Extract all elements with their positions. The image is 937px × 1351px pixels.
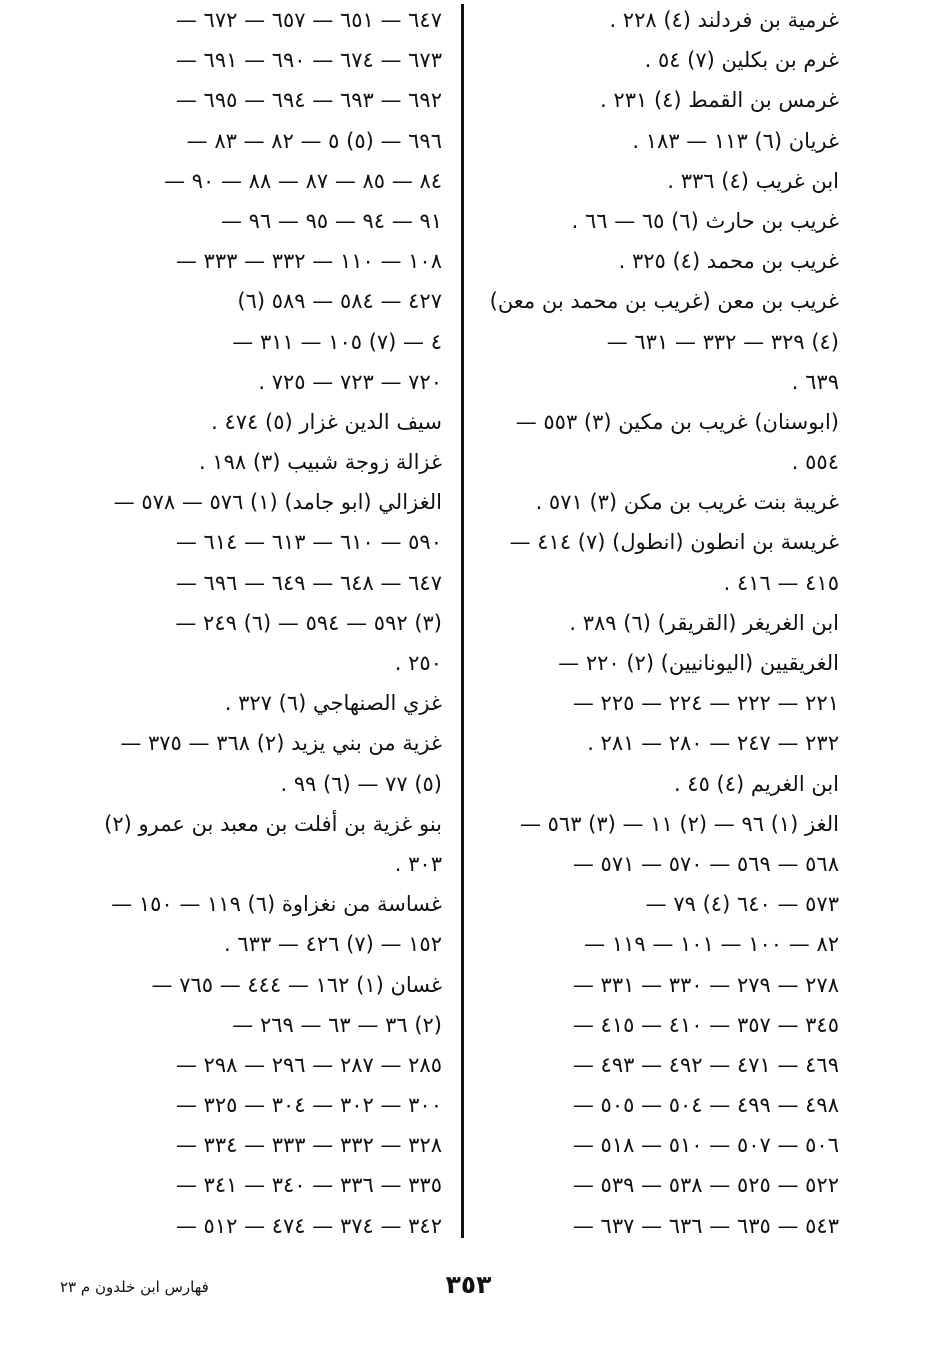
index-entry-line: غريب بن معن (غريب بن محمد بن معن) xyxy=(489,289,839,314)
column-divider xyxy=(461,4,464,1238)
index-entry-line: ٥٤٣ — ٦٣٥ — ٦٣٦ — ٦٣٧ — xyxy=(572,1213,839,1238)
index-entry-line: ٣٠٠ — ٣٠٢ — ٣٠٤ — ٣٢٥ — xyxy=(175,1093,442,1118)
index-entry-line: ٥٥٤ . xyxy=(791,450,839,475)
index-entry-line: ٥٧٣ — ٦٤٠ (٤) ٧٩ — xyxy=(645,892,839,917)
index-entry-line: ٤٢٧ — ٥٨٤ — ٥٨٩ (٦) xyxy=(237,289,442,314)
index-entry-line: غزي الصنهاجي (٦) ٣٢٧ . xyxy=(224,691,442,716)
footer-note: فهارس ابن خلدون م ٢٣ xyxy=(60,1278,209,1296)
index-entry-line: غرمية بن فردلند (٤) ٢٢٨ . xyxy=(609,8,839,32)
index-entry-line: ٥٦٨ — ٥٦٩ — ٥٧٠ — ٥٧١ — xyxy=(572,851,839,876)
index-entry-line: (٤) ٣٢٩ — ٣٣٢ — ٦٣١ — xyxy=(606,329,839,354)
index-entry-line: غزالة زوجة شبيب (٣) ١٩٨ . xyxy=(198,450,442,475)
index-entry-line: ٤٩٨ — ٤٩٩ — ٥٠٤ — ٥٠٥ — xyxy=(572,1093,839,1118)
index-entry-line: ٤٦٩ — ٤٧١ — ٤٩٢ — ٤٩٣ — xyxy=(572,1052,839,1077)
index-entry-line: ابن غريب (٤) ٣٣٦ . xyxy=(667,168,839,193)
index-column-left xyxy=(82,0,442,1246)
index-entry-line: (٥) ٧٧ — (٦) ٩٩ . xyxy=(280,771,442,796)
index-entry-line: ٦٤٧ — ٦٥١ — ٦٥٧ — ٦٧٢ — xyxy=(175,8,442,32)
index-entry-line: ٨٢ — ١٠٠ — ١٠١ — ١١٩ — xyxy=(584,932,839,957)
index-entry-line: ١٥٢ — (٧) ٤٢٦ — ٦٣٣ . xyxy=(224,932,442,957)
index-entry-line: ابن الغريغر (القريقر) (٦) ٣٨٩ . xyxy=(569,610,839,635)
index-entry-line: غرمس بن القمط (٤) ٢٣١ . xyxy=(600,88,839,113)
index-entry-line: ٣٣٥ — ٣٣٦ — ٣٤٠ — ٣٤١ — xyxy=(175,1173,442,1198)
index-entry-line: الغريقيين (اليونانيين) (٢) ٢٢٠ — xyxy=(558,651,839,675)
index-entry-line: ٦٧٣ — ٦٧٤ — ٦٩٠ — ٦٩١ — xyxy=(175,48,442,73)
index-entry-line: غريان (٦) ١١٣ — ١٨٣ . xyxy=(632,128,839,153)
index-entry-line: ٣٠٣ . xyxy=(394,851,442,876)
index-entry-line: ٦٩٢ — ٦٩٣ — ٦٩٤ — ٦٩٥ — xyxy=(175,88,442,113)
index-entry-line: سيف الدين غزار (٥) ٤٧٤ . xyxy=(211,409,442,434)
index-entry-line: غريسة بن انطون (انطول) (٧) ٤١٤ — xyxy=(509,530,839,555)
index-entry-line: ٢٨٥ — ٢٨٧ — ٢٩٦ — ٢٩٨ — xyxy=(175,1052,442,1077)
index-entry-line: ٧٢٠ — ٧٢٣ — ٧٢٥ . xyxy=(258,369,442,394)
index-entry-line: ٨٤ — ٨٥ — ٨٧ — ٨٨ — ٩٠ — xyxy=(164,168,442,193)
index-entry-line: غسان (١) ١٦٢ — ٤٤٤ — ٧٦٥ — xyxy=(151,972,442,997)
index-entry-line: ابن الغريم (٤) ٤٥ . xyxy=(673,771,839,796)
index-entry-line: الغز (١) ٩٦ — (٢) ١١ — (٣) ٥٦٣ — xyxy=(519,811,839,836)
index-entry-line: غساسة من نغزاوة (٦) ١١٩ — ١٥٠ — xyxy=(111,892,442,917)
index-entry-line: ٥٠٦ — ٥٠٧ — ٥١٠ — ٥١٨ — xyxy=(572,1133,839,1158)
index-entry-line: ٢٣٢ — ٢٤٧ — ٢٨٠ — ٢٨١ . xyxy=(587,731,839,756)
index-entry-line: (ابوسنان) غريب بن مكين (٣) ٥٥٣ — xyxy=(515,409,839,434)
index-entry-line: (٢) ٣٦ — ٦٣ — ٢٦٩ — xyxy=(232,1012,442,1037)
index-entry-line: غزية من بني يزيد (٢) ٣٦٨ — ٣٧٥ — xyxy=(120,731,442,756)
index-entry-line: ٢٥٠ . xyxy=(394,651,442,675)
index-entry-line: (٣) ٥٩٢ — ٥٩٤ — (٦) ٢٤٩ — xyxy=(175,610,442,635)
index-entry-line: ٦٩٦ — (٥) ٥ — ٨٢ — ٨٣ — xyxy=(186,128,442,153)
index-entry-line: ٤١٥ — ٤١٦ . xyxy=(723,570,839,595)
index-entry-line: ٢٧٨ — ٢٧٩ — ٣٣٠ — ٣٣١ — xyxy=(572,972,839,997)
index-entry-line: غرم بن بكلين (٧) ٥٤ . xyxy=(644,48,839,73)
index-entry-line: ٩١ — ٩٤ — ٩٥ — ٩٦ — xyxy=(220,208,442,233)
index-entry-line: غريب بن محمد (٤) ٣٢٥ . xyxy=(618,249,839,274)
index-entry-line: الغزالي (ابو جامد) (١) ٥٧٦ — ٥٧٨ — xyxy=(113,490,442,515)
index-entry-line: ٣٢٨ — ٣٣٢ — ٣٣٣ — ٣٣٤ — xyxy=(175,1133,442,1158)
page-number: ٣٥٣ xyxy=(445,1270,492,1299)
index-entry-line: ٦٤٧ — ٦٤٨ — ٦٤٩ — ٦٩٦ — xyxy=(175,570,442,595)
index-entry-line: ٣٤٥ — ٣٥٧ — ٤١٠ — ٤١٥ — xyxy=(572,1012,839,1037)
index-entry-line: بنو غزية بن أفلت بن معبد بن عمرو (٢) xyxy=(104,811,442,836)
index-entry-line: ٢٢١ — ٢٢٢ — ٢٢٤ — ٢٢٥ — xyxy=(572,691,839,716)
index-entry-line: ١٠٨ — ١١٠ — ٣٣٢ — ٣٣٣ — xyxy=(175,249,442,274)
index-entry-line: ٣٤٢ — ٣٧٤ — ٤٧٤ — ٥١٢ — xyxy=(175,1213,442,1238)
index-entry-line: ٥٩٠ — ٦١٠ — ٦١٣ — ٦١٤ — xyxy=(175,530,442,555)
index-column-right xyxy=(479,0,839,1246)
index-entry-line: غريبة بنت غريب بن مكن (٣) ٥٧١ . xyxy=(535,490,839,515)
index-entry-line: ٥٢٢ — ٥٢٥ — ٥٣٨ — ٥٣٩ — xyxy=(572,1173,839,1198)
index-entry-line: غريب بن حارث (٦) ٦٥ — ٦٦ . xyxy=(571,208,839,233)
index-entry-line: ٦٣٩ . xyxy=(791,369,839,394)
index-entry-line: ٤ — (٧) ١٠٥ — ٣١١ — xyxy=(232,329,442,354)
